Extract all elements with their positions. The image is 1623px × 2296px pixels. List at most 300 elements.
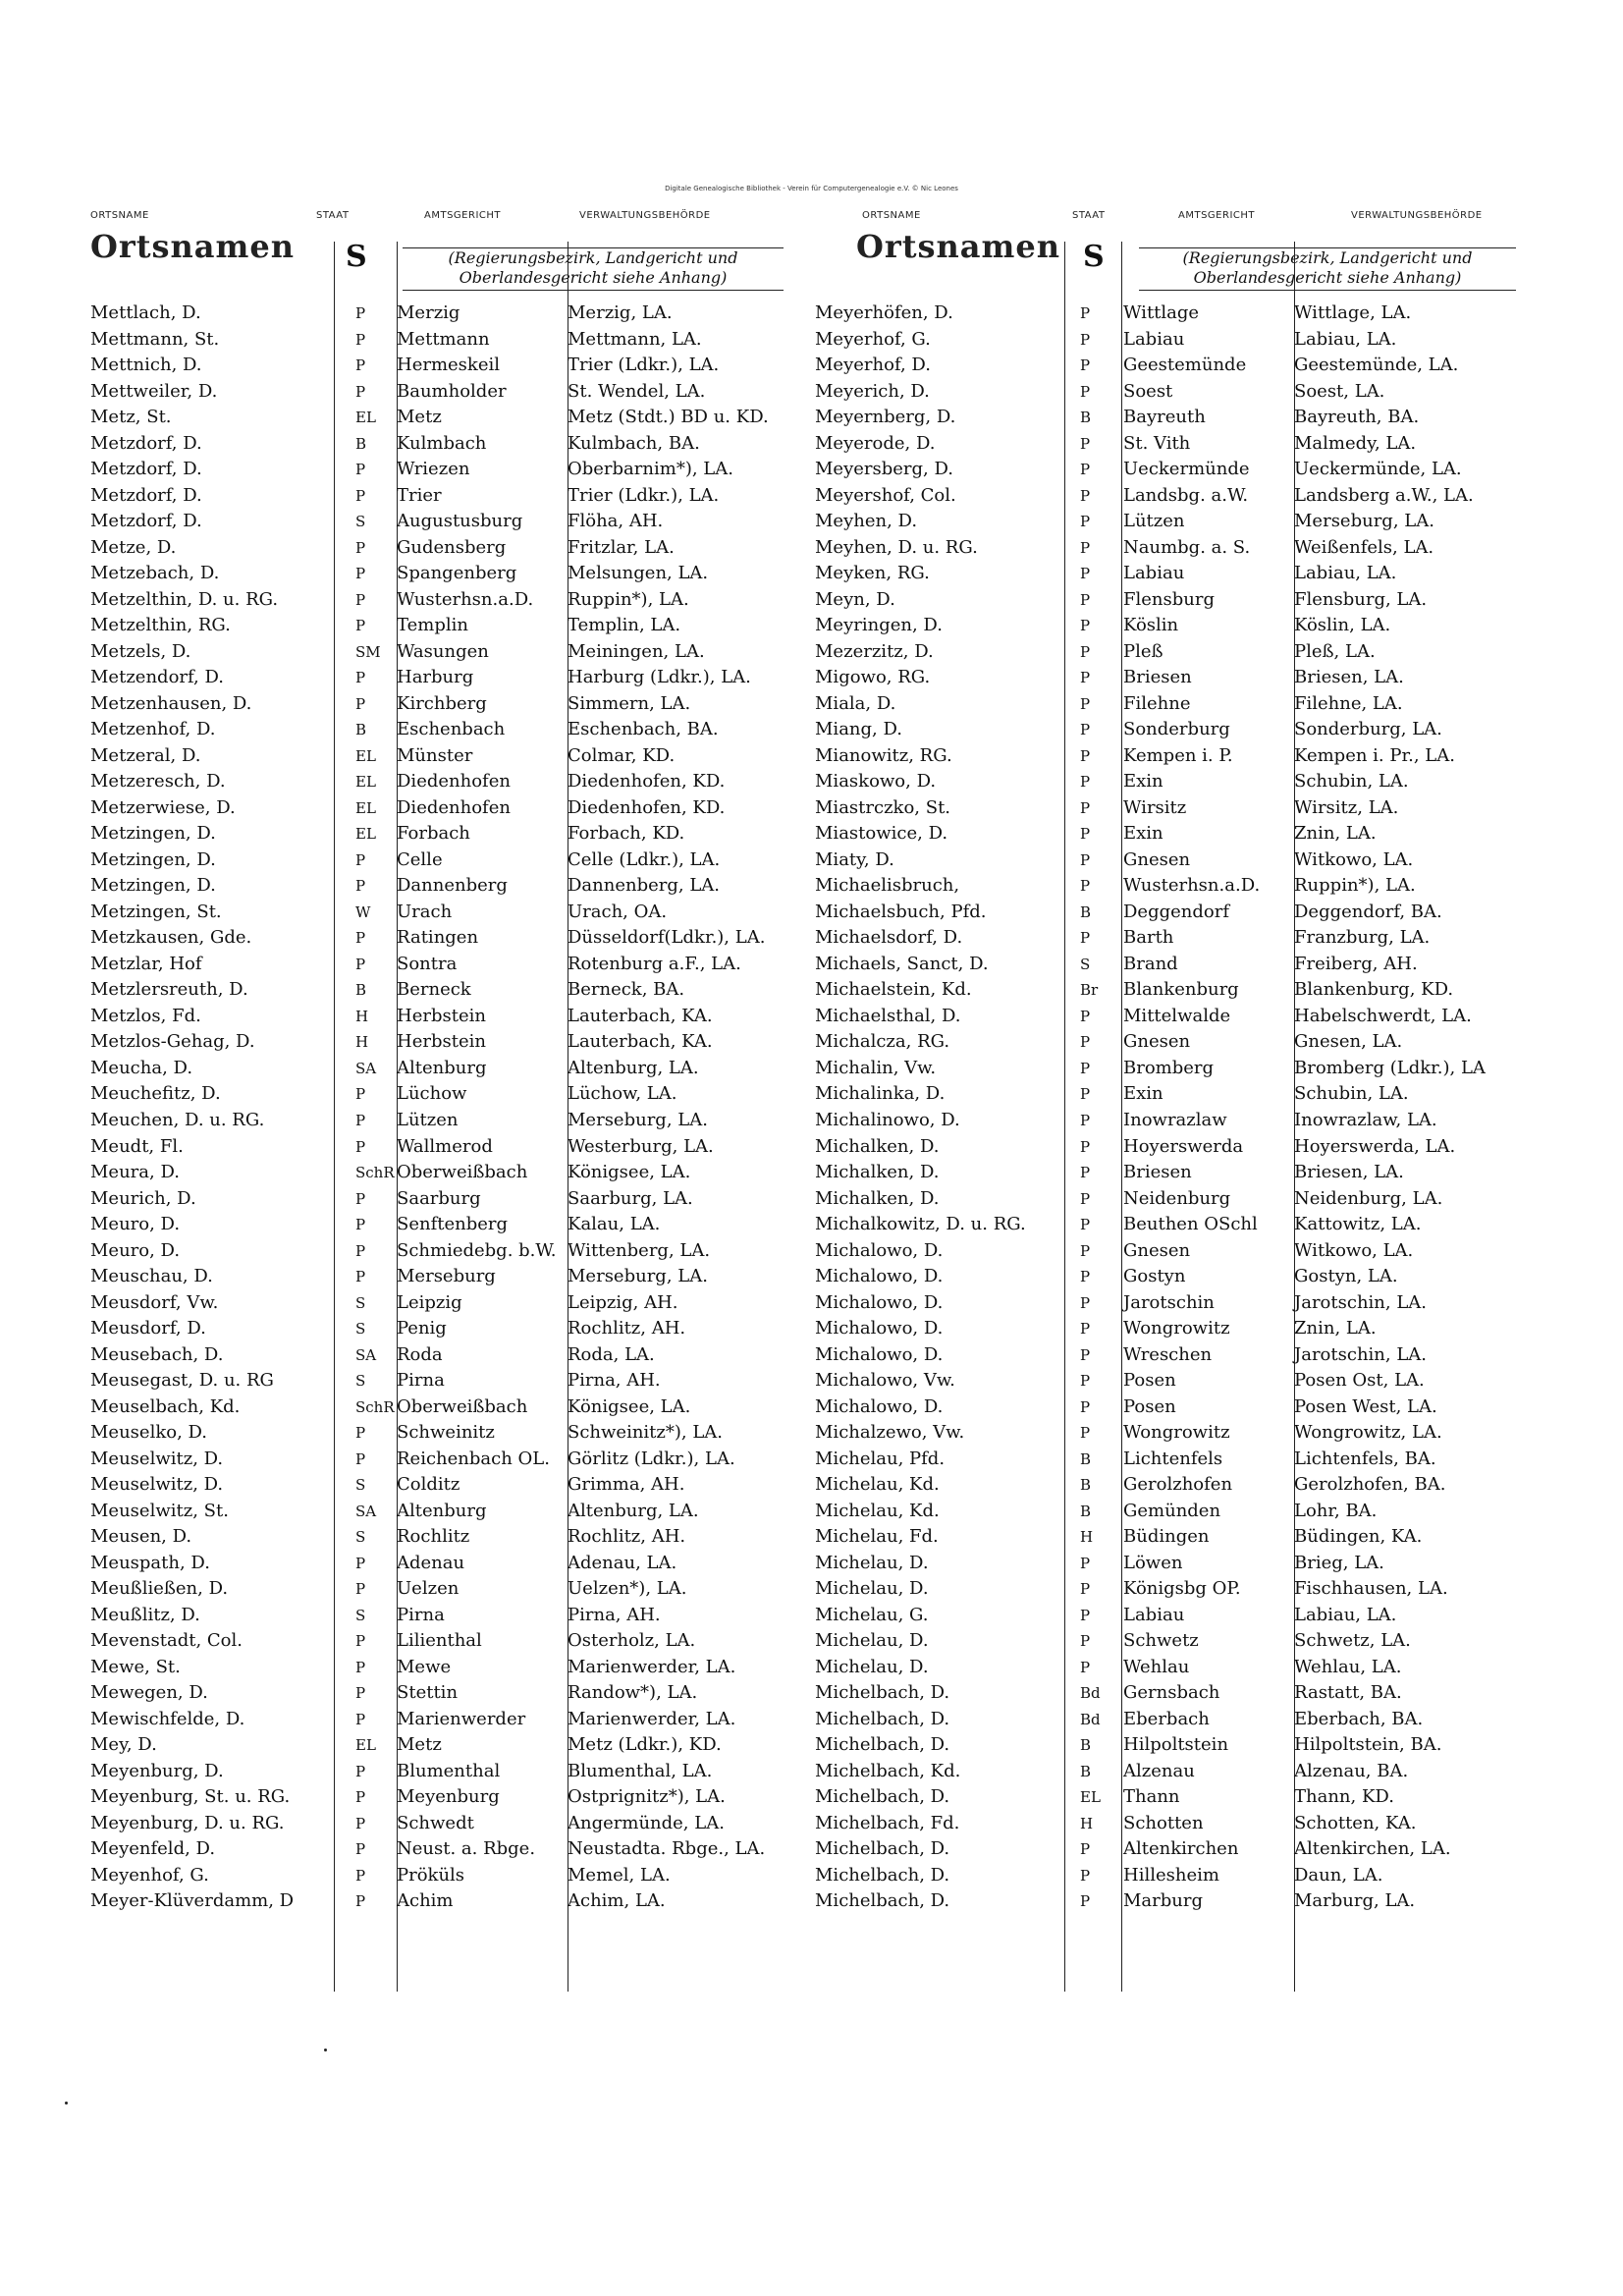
state-abbrev: P <box>1080 617 1091 635</box>
district-court: Neust. a. Rbge. <box>397 1838 536 1860</box>
district-court: Bromberg <box>1123 1057 1215 1078</box>
place-name: Meyer-Klüverdamm, D <box>90 1890 295 1912</box>
place-name: Michelbach, D. <box>815 1734 950 1756</box>
district-court: Neidenburg <box>1123 1187 1231 1209</box>
district-court: Briesen <box>1123 667 1192 688</box>
state-abbrev: P <box>355 1710 366 1728</box>
left-entry-row <box>90 665 797 691</box>
district-court: Labiau <box>1123 1604 1185 1625</box>
administrative-authority: Lauterbach, KA. <box>568 1031 713 1053</box>
district-court: Kulmbach <box>397 432 487 454</box>
district-court: Mewe <box>397 1656 452 1677</box>
district-court: Marburg <box>1123 1890 1204 1912</box>
place-name: Michelbach, D. <box>815 1682 950 1704</box>
state-abbrev: P <box>1080 1007 1091 1025</box>
district-court: Eschenbach <box>397 719 506 740</box>
administrative-authority: Blankenburg, KD. <box>1294 979 1454 1001</box>
district-court: Posen <box>1123 1370 1176 1392</box>
administrative-authority: Trier (Ldkr.), LA. <box>568 484 720 506</box>
state-glyph-right: S <box>1083 240 1105 274</box>
place-name: Metze, D. <box>90 536 177 558</box>
right-entry-row <box>815 691 1522 718</box>
state-abbrev: P <box>1080 565 1091 583</box>
district-court: Lilienthal <box>397 1630 482 1652</box>
speck <box>65 2102 68 2105</box>
administrative-authority: Lüchow, LA. <box>568 1083 677 1105</box>
right-entry-row <box>815 1186 1522 1213</box>
state-abbrev: P <box>1080 1320 1091 1339</box>
left-entry-row <box>90 873 797 900</box>
district-court: Adenau <box>397 1552 465 1573</box>
administrative-authority: Neustadta. Rbge., LA. <box>568 1838 766 1860</box>
administrative-authority: Eberbach, BA. <box>1294 1708 1424 1729</box>
place-name: Meucha, D. <box>90 1057 193 1078</box>
right-entry-row <box>815 1238 1522 1265</box>
place-name: Metzelthin, D. u. RG. <box>90 588 279 610</box>
left-entry-row <box>90 1264 797 1290</box>
right-entry-row <box>815 587 1522 614</box>
place-name: Mewegen, D. <box>90 1682 208 1704</box>
district-court: Schwetz <box>1123 1630 1199 1652</box>
place-name: Migowo, RG. <box>815 667 931 688</box>
place-name: Michaelsthal, D. <box>815 1005 961 1026</box>
right-entry-row <box>815 1004 1522 1030</box>
state-abbrev: B <box>1080 902 1092 921</box>
place-name: Mettlach, D. <box>90 302 201 323</box>
state-abbrev: P <box>1080 929 1091 948</box>
place-name: Michalzewo, Vw. <box>815 1422 965 1444</box>
administrative-authority: Metz (Ldkr.), KD. <box>568 1734 722 1756</box>
administrative-authority: Lohr, BA. <box>1294 1500 1378 1521</box>
district-court: Brand <box>1123 953 1178 974</box>
state-abbrev: P <box>1080 721 1091 739</box>
state-abbrev: Br <box>1080 981 1099 1000</box>
state-abbrev: P <box>355 330 366 349</box>
administrative-authority: Templin, LA. <box>568 615 681 636</box>
state-abbrev: P <box>1080 1554 1091 1572</box>
right-entry-row <box>815 1551 1522 1577</box>
left-entry-row <box>90 1499 797 1525</box>
left-entry-row <box>90 1316 797 1342</box>
administrative-authority: Daun, LA. <box>1294 1864 1383 1886</box>
place-name: Michelau, D. <box>815 1656 929 1677</box>
district-court: Colditz <box>397 1474 460 1496</box>
administrative-authority: Briesen, LA. <box>1294 1162 1404 1183</box>
administrative-authority: Diedenhofen, KD. <box>568 796 726 818</box>
administrative-authority: Geestemünde, LA. <box>1294 355 1459 376</box>
place-name: Mettmann, St. <box>90 328 220 350</box>
administrative-authority: Pirna, AH. <box>568 1370 661 1392</box>
place-name: Michalowo, Vw. <box>815 1370 955 1392</box>
state-abbrev: P <box>1080 642 1091 661</box>
state-abbrev: P <box>355 304 366 322</box>
administrative-authority: Saarburg, LA. <box>568 1187 693 1209</box>
administrative-authority: Flöha, AH. <box>568 511 664 532</box>
left-entry-row <box>90 405 797 431</box>
place-name: Metzels, D. <box>90 640 191 662</box>
administrative-authority: Rochlitz, AH. <box>568 1526 686 1548</box>
district-court: Schwedt <box>397 1812 474 1833</box>
administrative-authority: Königsee, LA. <box>568 1162 691 1183</box>
left-entry-row <box>90 769 797 795</box>
place-name: Metzlos-Gehag, D. <box>90 1031 255 1053</box>
state-abbrev: P <box>355 1424 366 1443</box>
right-entry-row <box>815 977 1522 1004</box>
district-court: Exin <box>1123 823 1163 845</box>
place-name: Meuselwitz, D. <box>90 1448 224 1469</box>
administrative-authority: Leipzig, AH. <box>568 1291 678 1313</box>
state-abbrev: S <box>355 1372 366 1391</box>
place-name: Mianowitz, RG. <box>815 744 952 766</box>
administrative-authority: Uelzen*), LA. <box>568 1578 687 1600</box>
administrative-authority: Schubin, LA. <box>1294 1083 1409 1105</box>
state-abbrev: P <box>355 955 366 973</box>
administrative-authority: Berneck, BA. <box>568 979 685 1001</box>
administrative-authority: Labiau, LA. <box>1294 563 1397 584</box>
state-abbrev: P <box>1080 461 1091 479</box>
page-title-left: Ortsnamen <box>90 228 296 265</box>
left-entry-row <box>90 1447 797 1473</box>
district-court: Baumholder <box>397 380 507 402</box>
right-entry-row <box>815 795 1522 822</box>
place-name: Michalken, D. <box>815 1162 940 1183</box>
administrative-authority: Wongrowitz, LA. <box>1294 1422 1442 1444</box>
state-abbrev: EL <box>355 1736 376 1755</box>
state-abbrev: P <box>1080 1268 1091 1286</box>
place-name: Meyershof, Col. <box>815 484 956 506</box>
state-abbrev: P <box>1080 1580 1091 1599</box>
district-court: Spangenberg <box>397 563 517 584</box>
district-court: Altenkirchen <box>1123 1838 1239 1860</box>
administrative-authority: Metz (Stdt.) BD u. KD. <box>568 407 769 428</box>
place-name: Michelbach, D. <box>815 1838 950 1860</box>
place-name: Michalowo, D. <box>815 1239 944 1261</box>
left-entry-row <box>90 483 797 510</box>
administrative-authority: Weißenfels, LA. <box>1294 536 1434 558</box>
state-abbrev: P <box>1080 304 1091 322</box>
right-entry-row <box>815 1134 1522 1161</box>
administrative-authority: Osterholz, LA. <box>568 1630 696 1652</box>
place-name: Michelbach, D. <box>815 1864 950 1886</box>
administrative-authority: Schotten, KA. <box>1294 1812 1417 1833</box>
state-abbrev: P <box>1080 1241 1091 1260</box>
state-abbrev: P <box>355 382 366 401</box>
district-court: Posen <box>1123 1395 1176 1417</box>
state-abbrev: P <box>355 1788 366 1807</box>
administrative-authority: Landsberg a.W., LA. <box>1294 484 1474 506</box>
left-entry-row <box>90 1888 797 1915</box>
left-entry-row <box>90 561 797 587</box>
place-name: Michalcza, RG. <box>815 1031 950 1053</box>
district-court: Saarburg <box>397 1187 481 1209</box>
district-court: Hilpoltstein <box>1123 1734 1229 1756</box>
administrative-authority: Oberbarnim*), LA. <box>568 459 733 480</box>
district-court: Oberweißbach <box>397 1395 528 1417</box>
place-name: Meuselbach, Kd. <box>90 1395 241 1417</box>
place-name: Meusen, D. <box>90 1526 192 1548</box>
place-name: Michaelsbuch, Pfd. <box>815 901 987 922</box>
district-court: Berneck <box>397 979 471 1001</box>
state-abbrev: SA <box>355 1059 377 1077</box>
state-abbrev: P <box>1080 590 1091 609</box>
place-name: Metzebach, D. <box>90 563 220 584</box>
right-entry-row <box>815 301 1522 327</box>
left-entry-row <box>90 821 797 847</box>
district-court: Wirsitz <box>1123 796 1187 818</box>
state-abbrev: P <box>1080 1658 1091 1676</box>
right-entry-row <box>815 379 1522 406</box>
state-abbrev: P <box>1080 1892 1091 1911</box>
administrative-authority: Westerburg, LA. <box>568 1135 714 1157</box>
administrative-authority: Wittenberg, LA. <box>568 1239 711 1261</box>
district-court: Harburg <box>397 667 474 688</box>
place-name: Metzlos, Fd. <box>90 1005 201 1026</box>
place-name: Metzkausen, Gde. <box>90 927 252 949</box>
state-abbrev: P <box>1080 513 1091 531</box>
administrative-authority: Kalau, LA. <box>568 1214 661 1235</box>
district-court: Münster <box>397 744 473 766</box>
place-name: Meyenburg, D. u. RG. <box>90 1812 285 1833</box>
administrative-authority: Fritzlar, LA. <box>568 536 675 558</box>
state-abbrev: P <box>355 1189 366 1208</box>
administrative-authority: Hilpoltstein, BA. <box>1294 1734 1442 1756</box>
right-entry-row <box>815 1655 1522 1681</box>
right-entry-row <box>815 717 1522 743</box>
district-court: Marienwerder <box>397 1708 526 1729</box>
place-name: Metzingen, D. <box>90 848 216 870</box>
right-entry-row <box>815 613 1522 639</box>
state-abbrev: S <box>355 1528 366 1547</box>
place-name: Metzingen, D. <box>90 875 216 897</box>
district-court: Mettmann <box>397 328 490 350</box>
place-name: Meyhen, D. u. RG. <box>815 536 978 558</box>
place-name: Meyerhöfen, D. <box>815 302 953 323</box>
left-entry-row <box>90 1212 797 1238</box>
administrative-authority: Kempen i. Pr., LA. <box>1294 744 1455 766</box>
administrative-authority: Thann, KD. <box>1294 1786 1394 1808</box>
state-abbrev: P <box>1080 1033 1091 1052</box>
state-abbrev: EL <box>355 773 376 792</box>
place-name: Metzelthin, RG. <box>90 615 231 636</box>
place-name: Meuspath, D. <box>90 1552 210 1573</box>
administrative-authority: Eschenbach, BA. <box>568 719 719 740</box>
administrative-authority: Grimma, AH. <box>568 1474 685 1496</box>
place-name: Meyerode, D. <box>815 432 936 454</box>
state-abbrev: P <box>355 694 366 713</box>
right-entry-row <box>815 743 1522 770</box>
state-abbrev: P <box>355 590 366 609</box>
district-court: Wreschen <box>1123 1343 1213 1365</box>
right-entry-row <box>815 1499 1522 1525</box>
place-name: Michelau, Kd. <box>815 1474 940 1496</box>
district-court: Mittelwalde <box>1123 1005 1231 1026</box>
place-name: Meusdorf, D. <box>90 1318 206 1339</box>
state-abbrev: P <box>1080 694 1091 713</box>
district-court: Wusterhsn.a.D. <box>397 588 534 610</box>
state-abbrev: P <box>355 1580 366 1599</box>
state-abbrev: P <box>355 1866 366 1885</box>
right-entry-row <box>815 405 1522 431</box>
place-name: Michelau, Pfd. <box>815 1448 946 1469</box>
place-name: Meyenburg, D. <box>90 1760 224 1781</box>
right-entry-row <box>815 1264 1522 1290</box>
left-entry-row <box>90 1186 797 1213</box>
left-entry-row <box>90 1628 797 1655</box>
left-entry-row <box>90 327 797 354</box>
right-entry-row <box>815 952 1522 978</box>
right-column-block <box>815 301 1522 1915</box>
right-entry-row <box>815 1472 1522 1499</box>
administrative-authority: Wehlau, LA. <box>1294 1656 1402 1677</box>
right-entry-row <box>815 1576 1522 1603</box>
administrative-authority: Malmedy, LA. <box>1294 432 1417 454</box>
left-entry-row <box>90 847 797 874</box>
district-court: Altenburg <box>397 1057 487 1078</box>
state-abbrev: P <box>1080 850 1091 869</box>
state-abbrev: P <box>355 617 366 635</box>
left-entry-row <box>90 1108 797 1134</box>
state-abbrev: B <box>1080 1736 1092 1755</box>
right-entry-row <box>815 1368 1522 1394</box>
right-entry-row <box>815 1290 1522 1317</box>
district-court: Wusterhsn.a.D. <box>1123 875 1261 897</box>
left-entry-row <box>90 1056 797 1082</box>
state-abbrev: S <box>355 513 366 531</box>
district-court: Gernsbach <box>1123 1682 1220 1704</box>
place-name: Meußlitz, D. <box>90 1604 200 1625</box>
place-name: Metzdorf, D. <box>90 511 202 532</box>
left-entry-row <box>90 1368 797 1394</box>
administrative-authority: Altenkirchen, LA. <box>1294 1838 1451 1860</box>
right-entry-row <box>815 483 1522 510</box>
place-name: Metzdorf, D. <box>90 484 202 506</box>
place-name: Meuro, D. <box>90 1214 181 1235</box>
place-name: Metzerwiese, D. <box>90 796 236 818</box>
state-abbrev: B <box>1080 409 1092 427</box>
place-name: Michaels, Sanct, D. <box>815 953 989 974</box>
administrative-authority: Gerolzhofen, BA. <box>1294 1474 1446 1496</box>
place-name: Michaelisbruch, <box>815 875 960 897</box>
place-name: Meuselwitz, D. <box>90 1474 224 1496</box>
state-abbrev: Bd <box>1080 1684 1101 1703</box>
administrative-authority: Alzenau, BA. <box>1294 1760 1409 1781</box>
state-abbrev: S <box>355 1476 366 1495</box>
district-court: Briesen <box>1123 1162 1192 1183</box>
state-abbrev: P <box>355 929 366 948</box>
district-court: Pröküls <box>397 1864 465 1886</box>
state-abbrev: SchR <box>355 1164 395 1182</box>
administrative-authority: Posen West, LA. <box>1294 1395 1437 1417</box>
district-court: Bayreuth <box>1123 407 1206 428</box>
place-name: Michaelsdorf, D. <box>815 927 963 949</box>
administrative-authority: Deggendorf, BA. <box>1294 901 1442 922</box>
administrative-authority: Pirna, AH. <box>568 1604 661 1625</box>
place-name: Michelbach, D. <box>815 1786 950 1808</box>
administrative-authority: Labiau, LA. <box>1294 328 1397 350</box>
right-entry-row <box>815 1680 1522 1707</box>
district-court: Kirchberg <box>397 692 487 714</box>
right-entry-row <box>815 1056 1522 1082</box>
left-entry-row <box>90 587 797 614</box>
administrative-authority: Bayreuth, BA. <box>1294 407 1420 428</box>
administrative-authority: Blumenthal, LA. <box>568 1760 713 1781</box>
state-abbrev: P <box>1080 1345 1091 1364</box>
district-court: Urach <box>397 901 453 922</box>
district-court: Soest <box>1123 380 1173 402</box>
right-entry-row <box>815 821 1522 847</box>
district-court: Gnesen <box>1123 1031 1191 1053</box>
administrative-authority: Achim, LA. <box>568 1890 666 1912</box>
left-entry-row <box>90 301 797 327</box>
place-name: Meuchefitz, D. <box>90 1083 221 1105</box>
right-entry-row <box>815 1420 1522 1447</box>
administrative-authority: Altenburg, LA. <box>568 1057 699 1078</box>
place-name: Michaelstein, Kd. <box>815 979 972 1001</box>
place-name: Michelbach, Kd. <box>815 1760 961 1781</box>
state-abbrev: B <box>355 434 367 453</box>
district-court: Gemünden <box>1123 1500 1221 1521</box>
place-name: Michalowo, D. <box>815 1266 944 1287</box>
district-court: Rochlitz <box>397 1526 470 1548</box>
district-court: Landsbg. a.W. <box>1123 484 1249 506</box>
district-court: Gudensberg <box>397 536 507 558</box>
administrative-authority: Filehne, LA. <box>1294 692 1403 714</box>
district-court: Oberweißbach <box>397 1162 528 1183</box>
state-abbrev: P <box>1080 773 1091 792</box>
place-name: Meyken, RG. <box>815 563 930 584</box>
state-abbrev: P <box>355 461 366 479</box>
district-court: St. Vith <box>1123 432 1191 454</box>
administrative-authority: Merseburg, LA. <box>568 1266 708 1287</box>
administrative-authority: Meiningen, LA. <box>568 640 705 662</box>
sub-header-left: (Regierungsbezirk, Landgericht und Oberlandesgericht siehe Anhang) <box>403 247 784 291</box>
district-court: Roda <box>397 1343 443 1365</box>
left-entry-row <box>90 1134 797 1161</box>
administrative-authority: Celle (Ldkr.), LA. <box>568 848 721 870</box>
district-court: Flensburg <box>1123 588 1215 610</box>
col-header-verwaltung-left: VERWALTUNGSBEHÖRDE <box>579 210 711 221</box>
place-name: Meusebach, D. <box>90 1343 224 1365</box>
administrative-authority: Ruppin*), LA. <box>1294 875 1416 897</box>
left-entry-row <box>90 353 797 379</box>
right-entry-row <box>815 1863 1522 1889</box>
state-abbrev: P <box>1080 877 1091 896</box>
district-court: Schmiedebg. b.W. <box>397 1239 557 1261</box>
state-abbrev: EL <box>355 746 376 765</box>
right-entry-row <box>815 1447 1522 1473</box>
state-abbrev: P <box>355 1268 366 1286</box>
right-entry-row <box>815 900 1522 926</box>
place-name: Mezerzitz, D. <box>815 640 934 662</box>
state-abbrev: P <box>355 669 366 687</box>
place-name: Michalken, D. <box>815 1135 940 1157</box>
district-court: Exin <box>1123 1083 1163 1105</box>
state-abbrev: S <box>355 1320 366 1339</box>
district-court: Trier <box>397 484 442 506</box>
col-header-ortsname-right: ORTSNAME <box>862 210 921 221</box>
place-name: Miang, D. <box>815 719 902 740</box>
district-court: Forbach <box>397 823 470 845</box>
administrative-authority: Hoyerswerda, LA. <box>1294 1135 1456 1157</box>
district-court: Wongrowitz <box>1123 1318 1230 1339</box>
state-abbrev: P <box>355 1241 366 1260</box>
left-entry-row <box>90 1524 797 1551</box>
district-court: Hoyerswerda <box>1123 1135 1244 1157</box>
district-court: Gnesen <box>1123 848 1191 870</box>
place-name: Metzdorf, D. <box>90 459 202 480</box>
col-header-ortsname-left: ORTSNAME <box>90 210 149 221</box>
district-court: Wittlage <box>1123 302 1200 323</box>
